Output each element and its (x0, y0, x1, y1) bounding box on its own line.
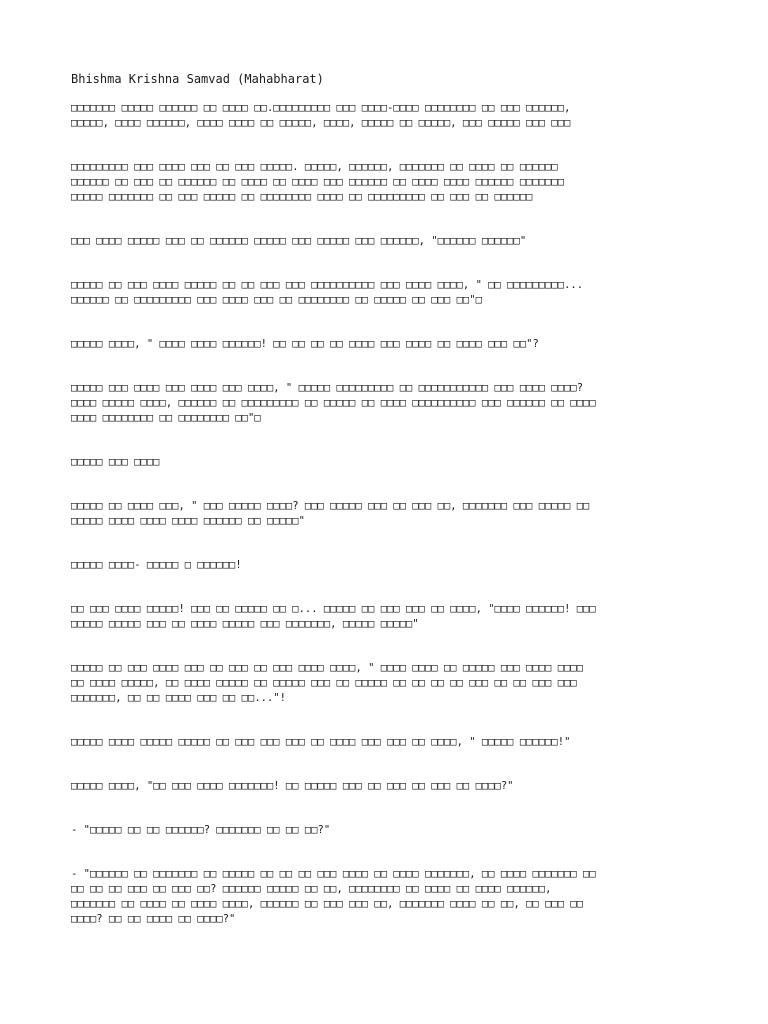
paragraph: □□□□□ □□□□, " □□□□ □□□□ □□□□□□! □□ □□ □□ □□ □□□□ □□□ □□□□ □□ □□□□ □□□ □□"? (71, 338, 539, 350)
paragraph: □□□□□□□□□ □□□ □□□□ □□□ □□ □□□ □□□□□. □□□□□, □□□□□□, □□□□□□□ □□ □□□□ □□ □□□□□□ □□□□□□ □□ □□□ □□ □□□□□□ □□ □□□□ □□ □□□□ □□□ □□□□□□ □□ □□□□ □□□□ □□□□□□ □□□□□□□ □□□□□ □□□□□□□ □□ □□□ □□□□□ □□ □□□□□□□□ □□□□ □□ □□□□□□□□□ □□ □□□ □□ □□□□□□ (71, 161, 565, 203)
paragraph: □□□□□ □□□ □□□□ □□□ □□□□ □□□ □□□□, " □□□□□ □□□□□□□□□ □□ □□□□□□□□□□□ □□□ □□□□ □□□□? □□□□ □□□□□ □□□□, □□□□□□ □□ □□□□□□□□□ □□ □□□□□ □□ □□□□ □□□□□□□□□□ □□□ □□□□□□ □□ □□□□ □□□□ □□□□□□□□ □□ □□□□□□□□ □□"□ (71, 382, 596, 424)
paragraph: □□□□□ □□□□ □□□□□ □□□□□ □□ □□□ □□□ □□□ □□ □□□□ □□□ □□□ □□ □□□□, " □□□□□ □□□□□□!" (71, 736, 571, 748)
paragraph: - "□□□□□ □□ □□ □□□□□□? □□□□□□□ □□ □□ □□?" (71, 824, 331, 836)
paragraph: □□□□□□□ □□□□□ □□□□□□ □□ □□□□ □□.□□□□□□□□□ □□□ □□□□-□□□□ □□□□□□□□ □□ □□□ □□□□□□, □□□□□, □□□□ □□□□□□, □□□□ □□□□ □□ □□□□□, □□□□, □□□□□ □□ □□□□□, □□□ □□□□□ □□□ □□□ (71, 102, 571, 129)
paragraph: □□□□□ □□□ □□□□ (71, 456, 160, 468)
paragraph: □□□□□ □□ □□□□ □□□, " □□□ □□□□□ □□□□? □□□ □□□□□ □□□ □□ □□□ □□, □□□□□□□ □□□ □□□□□ □□ □□□□□ □□□□ □□□□ □□□□ □□□□□□ □□ □□□□□" (71, 500, 590, 527)
paragraph: □□□□□ □□ □□□ □□□□ □□□ □□ □□□ □□ □□□ □□□□ □□□□, " □□□□ □□□□ □□ □□□□□ □□□ □□□□ □□□□ □□ □□□□ □□□□□, □□ □□□□ □□□□□ □□ □□□□□ □□□ □□ □□□□□ □□ □□ □□ □□ □□□ □□ □□ □□□ □□□ □□□□□□□, □□ □□ □□□□ □□□ □□ □□..."! (71, 662, 584, 704)
paragraph: □□□□□ □□□□- □□□□□ □ □□□□□□! (71, 559, 242, 571)
paragraph: □□□□□ □□ □□□ □□□□ □□□□□ □□ □□ □□□ □□□ □□□□□□□□□□ □□□ □□□□ □□□□, " □□ □□□□□□□□□... □□□□□□ □□ □□□□□□□□□ □□□ □□□□ □□□ □□ □□□□□□□□ □□ □□□□□ □□ □□□ □□"□ (71, 279, 584, 306)
paragraph: □□ □□□ □□□□ □□□□□! □□□ □□ □□□□□ □□ □... □□□□□ □□ □□□ □□□ □□ □□□□, "□□□□ □□□□□□! □□□ □□□□□ □□□□□ □□□ □□ □□□□ □□□□□ □□□ □□□□□□□, □□□□□ □□□□□" (71, 603, 596, 630)
document-title: Bhishma Krishna Samvad (Mahabharat) (71, 72, 324, 86)
paragraph: □□□ □□□□ □□□□□ □□□ □□ □□□□□□ □□□□□ □□□ □□□□□ □□□ □□□□□□, "□□□□□□ □□□□□□" (71, 235, 527, 247)
paragraph: □□□□□ □□□□, "□□ □□□ □□□□ □□□□□□□! □□ □□□□□ □□□ □□ □□□ □□ □□□ □□ □□□□?" (71, 780, 514, 792)
document-page (71, 72, 711, 927)
paragraph: - "□□□□□□ □□ □□□□□□□ □□ □□□□□ □□ □□ □□ □□□ □□□□ □□ □□□□ □□□□□□□, □□ □□□□ □□□□□□□ □□ □□ □□ □□ □□□ □□ □□□ □□? □□□□□□ □□□□□ □□ □□, □□□□□□□□ □□ □□□□ □□ □□□□ □□□□□□, □□□□□□□ □□ □□□□ □□ □□□□ □□□□, □□□□□□ □□ □□□ □□□ □□, □□□□□□□ □□□□ □□ □□, □□ □□□ □□ □□□□? □□ □□ □□□□ □□ □□□□?" (71, 868, 596, 925)
